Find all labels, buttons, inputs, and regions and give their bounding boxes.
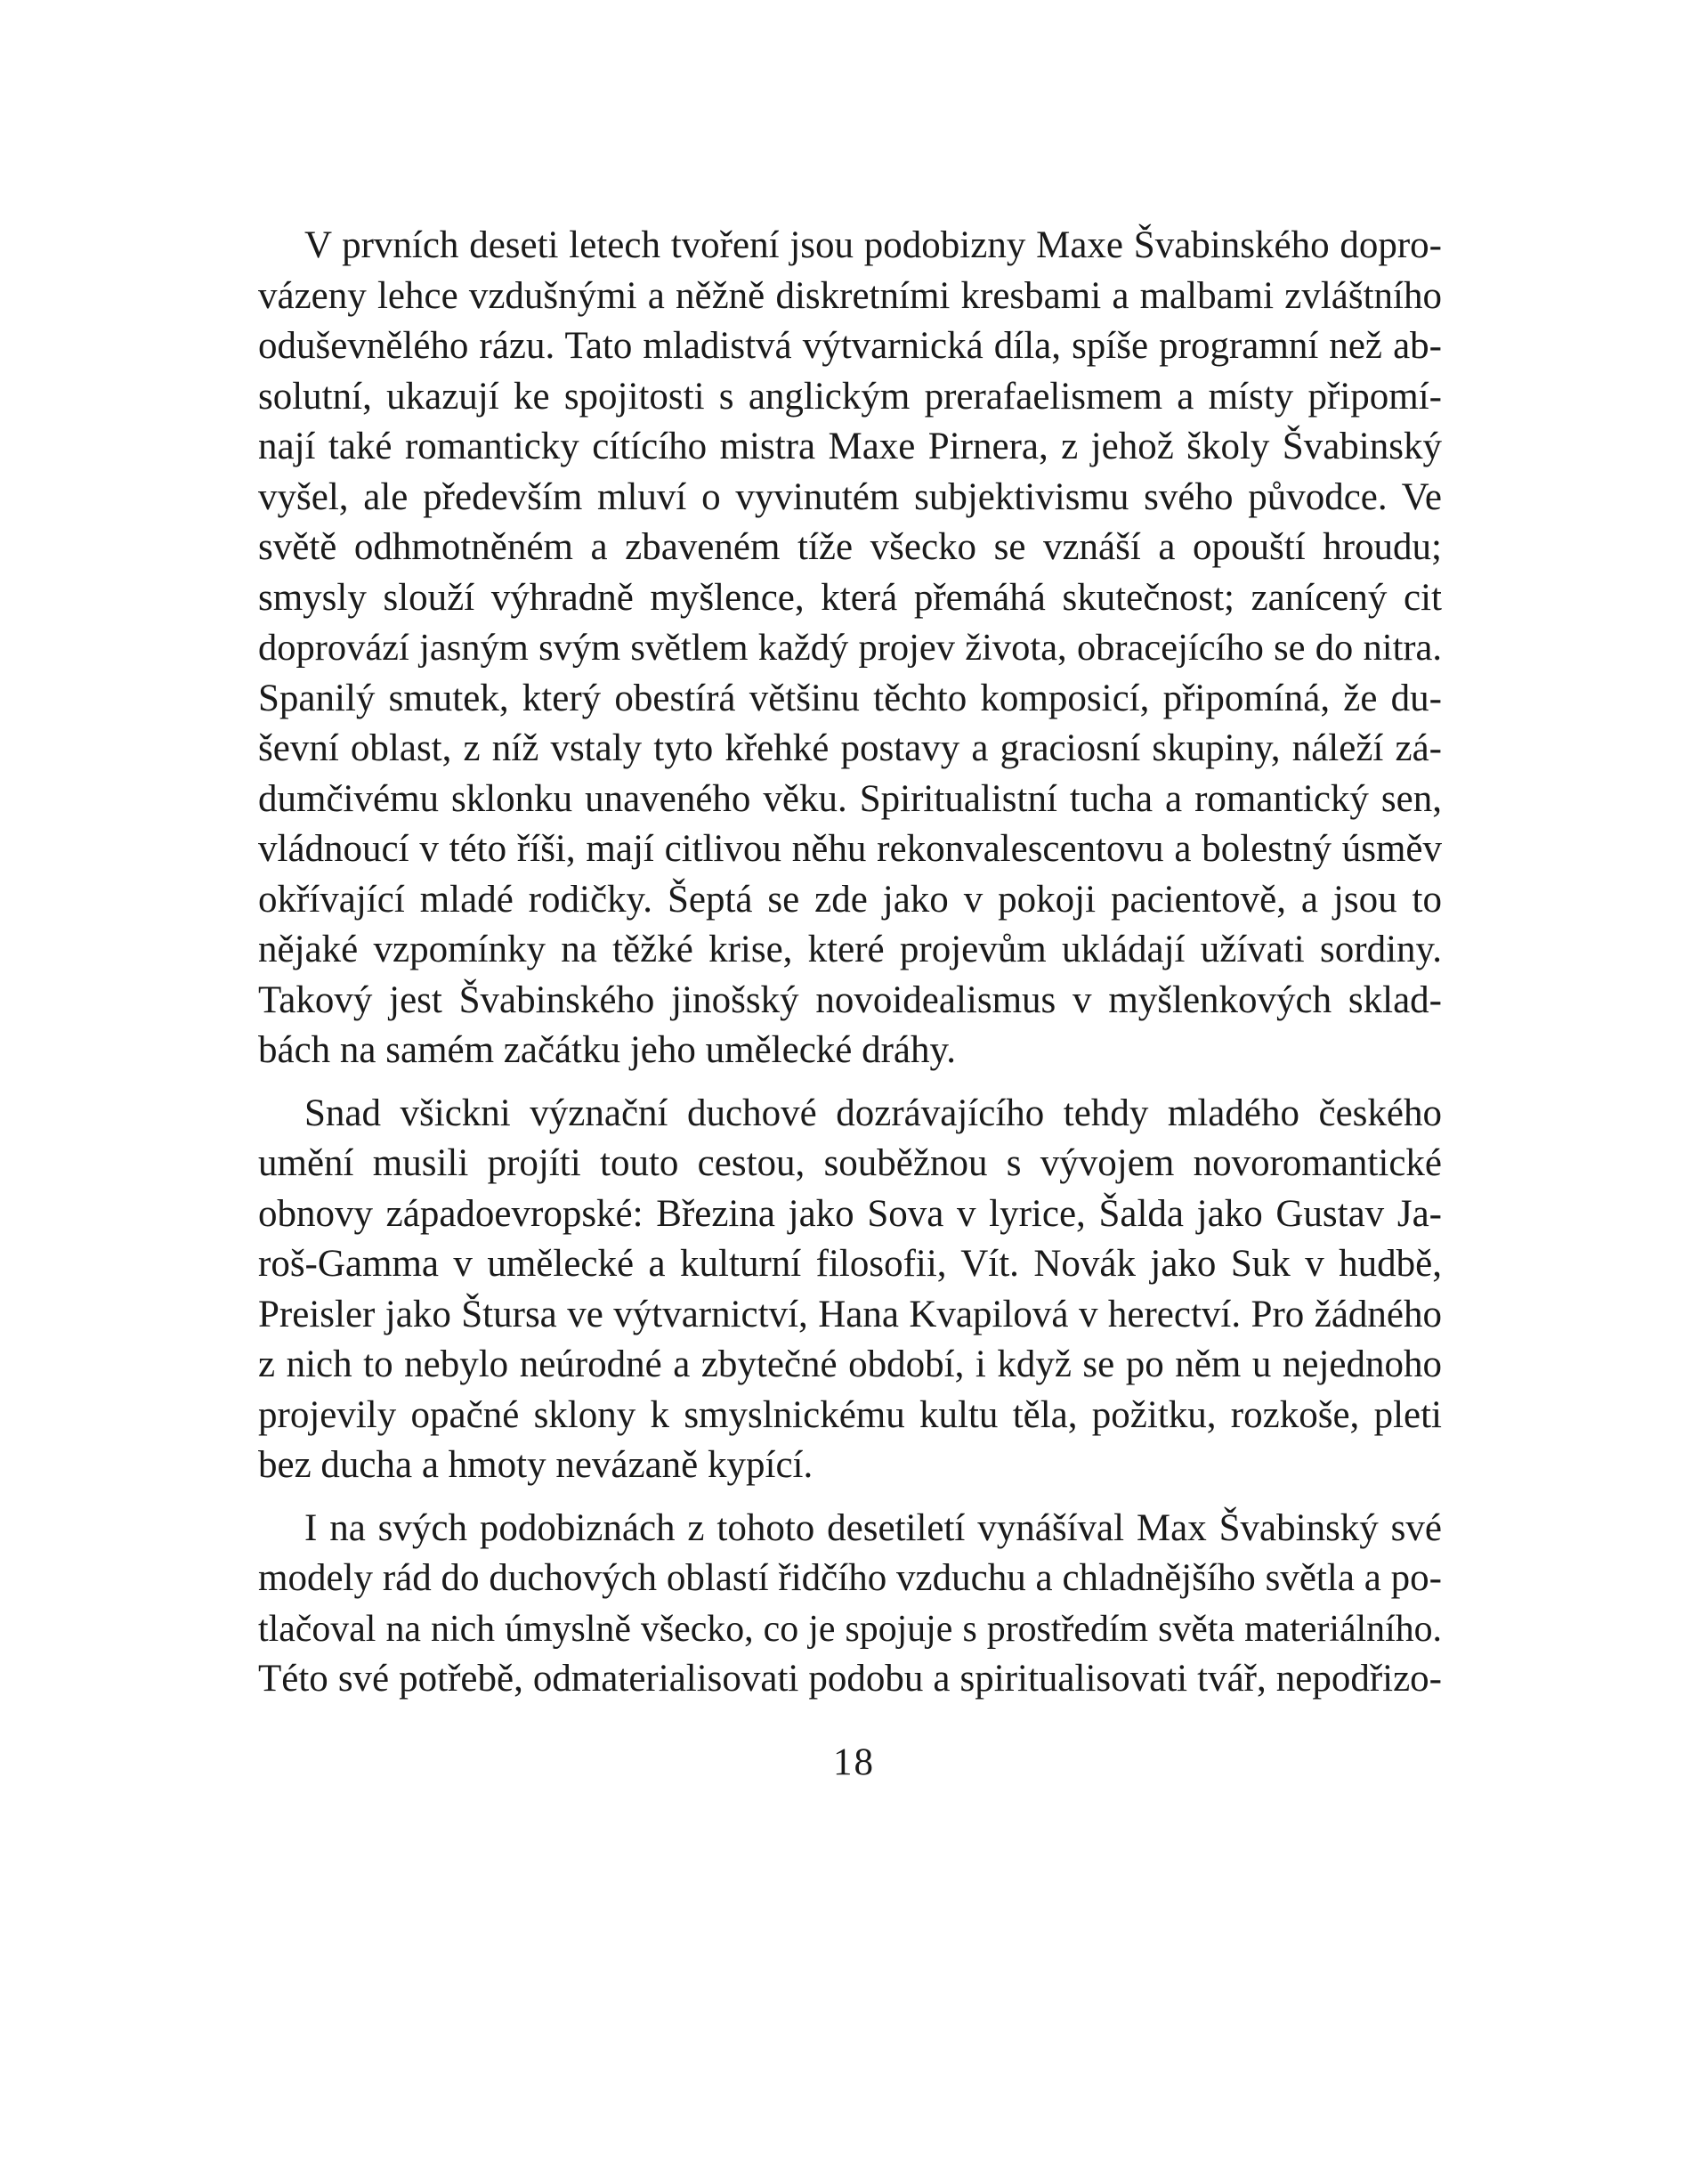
text-line: Snad všickni význační duchové dozrávajícího tehdy mladého českého — [304, 1092, 1442, 1134]
text-line: ševní oblast, z níž vstaly tyto křehké postavy a graciosní skupiny, náleží zá- — [258, 727, 1442, 769]
text-line: Této své potřebě, odmaterialisovati podobu a spiritualisovati tvář, nepodřizo- — [258, 1658, 1442, 1700]
text-line: I na svých podobiznách z tohoto desetiletí vynášíval Max Švabinský své — [304, 1506, 1442, 1549]
text-line: bez ducha a hmoty nevázaně kypící. — [258, 1444, 814, 1486]
text-line: smysly slouží výhradně myšlence, která přemáhá skutečnost; zanícený cit — [258, 576, 1442, 619]
text-line: projevily opačné sklony k smyslnickému kultu těla, požitku, rozkoše, pleti — [258, 1393, 1442, 1436]
paragraph-1 — [258, 221, 1442, 1076]
text-line: nějaké vzpomínky na těžké krise, které projevům ukládají užívati sordiny. — [258, 929, 1442, 970]
text-line: roš-Gamma v umělecké a kulturní filosofii, Vít. Novák jako Suk v hudbě, — [258, 1243, 1442, 1285]
text-line: světě odhmotněném a zbaveném tíže všecko se vznáší a opouští hroudu; — [258, 526, 1442, 568]
text-line: obnovy západoevropské: Březina jako Sova v lyrice, Šalda jako Gustav Ja- — [258, 1192, 1442, 1235]
text-line: modely rád do duchových oblastí řidčího vzduchu a chladnějšího světla a po- — [258, 1557, 1442, 1599]
text-line: vyšel, ale především mluví o vyvinutém subjektivismu svého původce. Ve — [258, 475, 1442, 518]
paragraph-2 — [258, 1089, 1442, 1491]
text-line: Takový jest Švabinského jinošský novoidealismus v myšlenkových sklad- — [258, 978, 1442, 1021]
text-line: tlačoval na nich úmyslně všecko, co je spojuje s prostředím světa materiálního. — [258, 1608, 1442, 1650]
text-line: dumčivému sklonku unaveného věku. Spiritualistní tucha a romantický sen, — [258, 777, 1442, 820]
text-line: doprovází jasným svým světlem každý projev života, obracejícího se do nitra. — [258, 627, 1442, 669]
page-number: 18 — [833, 1741, 875, 1783]
body-text — [258, 221, 1442, 1705]
text-line: bách na samém začátku jeho umělecké dráhy. — [258, 1029, 956, 1071]
text-line: vládnoucí v této říši, mají citlivou něhu rekonvalescentovu a bolestný úsměv — [258, 828, 1442, 870]
text-line: nají také romanticky cítícího mistra Maxe Pirnera, z jehož školy Švabinský — [258, 426, 1442, 467]
text-line: vázeny lehce vzdušnými a něžně diskretními kresbami a malbami zvláštního — [258, 274, 1442, 317]
paragraph-gap — [258, 1076, 1442, 1089]
text-line: solutní, ukazují ke spojitosti s anglickým prerafaelismem a místy připomí- — [258, 375, 1442, 418]
text-line: oduševnělého rázu. Tato mladistvá výtvarnická díla, spíše programní než ab- — [258, 325, 1442, 367]
text-line: V prvních deseti letech tvoření jsou podobizny Maxe Švabinského dopro- — [304, 224, 1442, 266]
text-line: Preisler jako Štursa ve výtvarnictví, Hana Kvapilová v herectví. Pro žádného — [258, 1293, 1442, 1335]
paragraph-3 — [258, 1504, 1442, 1705]
text-line: z nich to nebylo neúrodné a zbytečné období, i když se po něm u nejednoho — [258, 1343, 1442, 1385]
text-line: umění musili projíti touto cestou, souběžnou s vývojem novoromantické — [258, 1142, 1442, 1184]
text-line: okřívající mladé rodičky. Šeptá se zde jako v pokoji pacientově, a jsou to — [258, 878, 1442, 921]
paragraph-gap — [258, 1491, 1442, 1504]
text-line: Spanilý smutek, který obestírá většinu těchto komposicí, připomíná, že du- — [258, 677, 1442, 719]
